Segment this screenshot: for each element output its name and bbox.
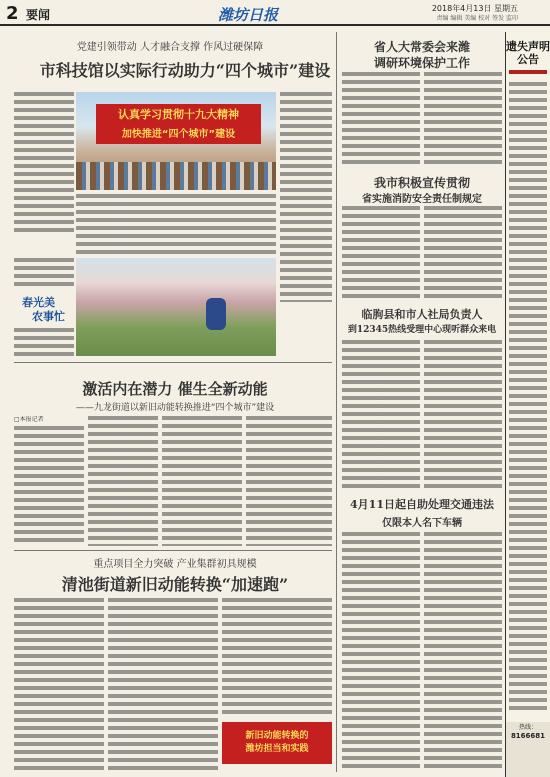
page-header <box>0 0 550 26</box>
rm-body-col1 <box>342 206 420 300</box>
notice-title: 遗失声明公告 <box>506 40 550 66</box>
section-label: 要闻 <box>26 8 51 22</box>
second-headline: 激活内在潜力 催生全新动能 <box>82 380 268 398</box>
notice-sidebar <box>505 32 550 777</box>
third-kicker: 重点项目全力突破 产业集群初具规模 <box>93 559 257 570</box>
rt-kicker: 省人大常委会来潍 <box>373 40 470 54</box>
paper-name: 潍坊日报 <box>218 6 279 24</box>
page-number: 2 <box>6 3 19 24</box>
second-body-col4 <box>246 416 332 546</box>
rl-subhead: 到12345热线受理中心现听群众来电 <box>347 325 497 335</box>
inset-title-line1: 春光美 <box>22 296 55 309</box>
rb-body-col2 <box>424 532 502 770</box>
inset-caption-left <box>14 258 74 288</box>
notice-list <box>509 82 547 712</box>
second-subhead: ——九龙街道以新旧动能转换推进“四个城市”建设 <box>75 403 275 413</box>
series-banner <box>222 722 332 764</box>
lead-body-col1 <box>14 92 74 232</box>
rm-headline: 我市积极宣传贯彻 <box>373 176 470 190</box>
lead-photo <box>76 92 276 190</box>
rb-body-col1 <box>342 532 420 770</box>
lead-headline: 市科技馆以实际行动助力“四个城市”建设 <box>39 61 331 80</box>
inset-caption-body <box>14 328 74 356</box>
rl-body-col2 <box>424 340 502 490</box>
inset-title-line2: 农事忙 <box>32 310 65 323</box>
inset-title <box>22 296 65 324</box>
second-tag: □本报记者 <box>14 416 44 423</box>
rb-headline: 4月11日起自助处理交通违法 <box>350 498 494 511</box>
rt-headline: 调研环境保护工作 <box>373 56 470 70</box>
second-body-col2 <box>88 416 158 546</box>
lead-body-under-photo <box>76 194 276 254</box>
rl-body-col1 <box>342 340 420 490</box>
lead-kicker: 党建引领带动 人才融合支撑 作风过硬保障 <box>76 42 264 53</box>
column-divider <box>336 32 337 772</box>
hotline-ad <box>506 722 550 777</box>
third-body-col3 <box>222 598 332 718</box>
lead-body-col4 <box>280 92 332 302</box>
photo-crowd <box>76 162 276 190</box>
third-body-col2 <box>108 598 218 772</box>
rm-subhead: 省实施消防安全责任制规定 <box>362 194 482 205</box>
hotline-label: 热线： <box>518 724 537 731</box>
orchard-photo <box>76 258 276 356</box>
issue-date: 2018年4月13日 星期五 <box>431 4 518 13</box>
second-body-col3 <box>162 416 242 546</box>
rb-subhead: 仅限本人名下车辆 <box>382 518 462 529</box>
rl-headline: 临朐县和市人社局负责人 <box>361 308 483 321</box>
rm-body-col2 <box>424 206 502 300</box>
farmer-figure <box>206 298 226 330</box>
photo-banner-bottom: 加快推进“四个城市”建设 <box>96 126 261 144</box>
rt-body-col1 <box>342 72 420 168</box>
notice-band <box>509 70 547 74</box>
second-body-col1 <box>14 426 84 546</box>
third-headline: 清池街道新旧动能转换“加速跑” <box>61 575 289 594</box>
rt-body-col2 <box>424 72 502 168</box>
divider-1 <box>14 362 332 363</box>
divider-2 <box>14 550 332 551</box>
hotline-number: 8166681 <box>510 732 546 740</box>
series-banner-line1: 新旧动能转换的 <box>245 731 309 741</box>
third-body-col1 <box>14 598 104 772</box>
photo-banner-top: 认真学习贯彻十九大精神 <box>96 104 261 126</box>
series-banner-line2: 潍坊担当和实践 <box>245 744 309 754</box>
editor-line: 责编 编辑 美编 校对 签发 监印 <box>436 15 518 22</box>
